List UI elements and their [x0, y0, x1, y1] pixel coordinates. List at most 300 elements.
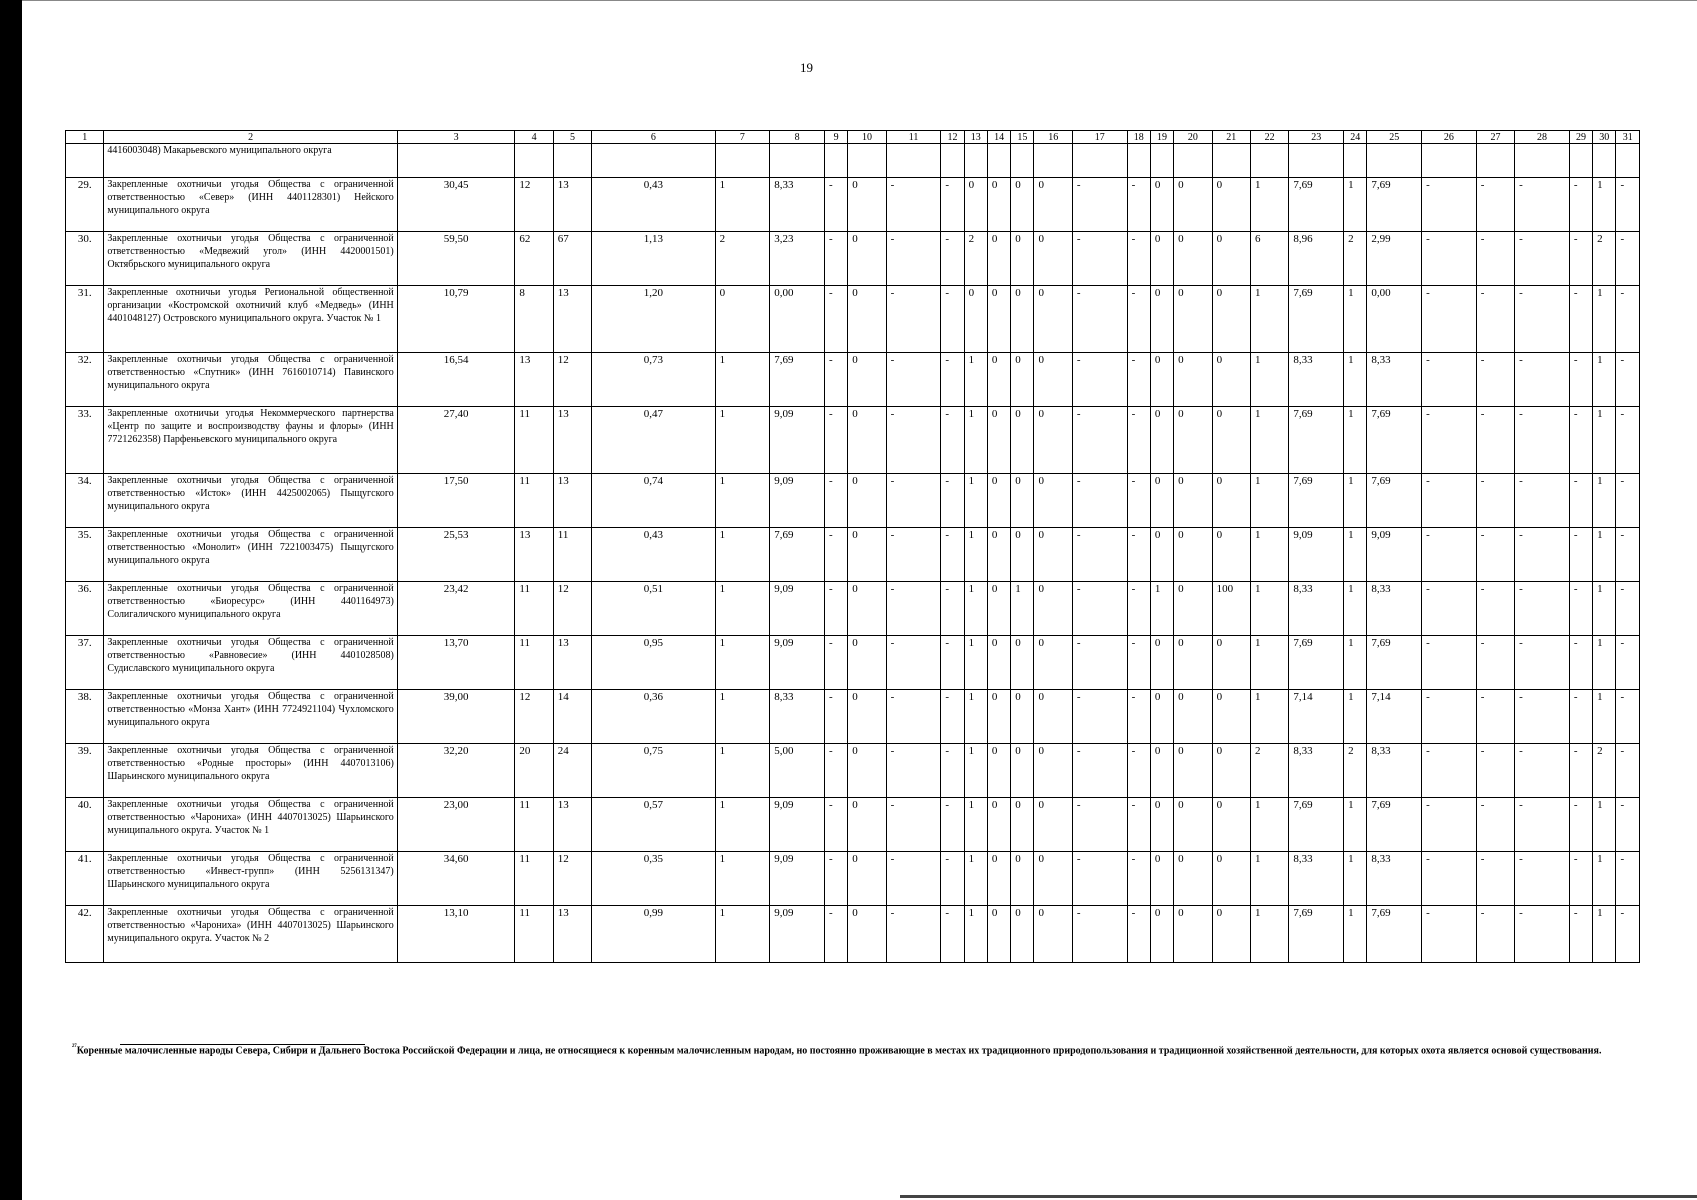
value-cell-col-26: - [1422, 636, 1477, 690]
column-header-4: 4 [515, 131, 553, 144]
value-cell-col-19: 0 [1150, 852, 1173, 906]
value-cell-col-5: 13 [553, 286, 591, 353]
column-header-25: 25 [1367, 131, 1422, 144]
value-cell-col-30: 1 [1593, 178, 1616, 232]
value-cell-col-26: - [1422, 407, 1477, 474]
value-cell-col-21: 0 [1212, 474, 1250, 528]
value-cell-col-3: 17,50 [397, 474, 515, 528]
value-cell-col-16: 0 [1034, 906, 1072, 963]
value-cell-col-23: 8,96 [1289, 232, 1344, 286]
value-cell-col-16: 0 [1034, 474, 1072, 528]
row-number-cell: 29. [66, 178, 104, 232]
value-cell-col-15: 0 [1011, 353, 1034, 407]
table-row [66, 474, 1640, 528]
value-cell-col-13: 1 [964, 852, 987, 906]
value-cell-col-12: - [941, 636, 964, 690]
value-cell-col-6: 0,99 [592, 906, 715, 963]
value-cell-col-11: - [886, 286, 941, 353]
value-cell-col-8: 9,09 [770, 636, 825, 690]
value-cell-col-12: - [941, 286, 964, 353]
value-cell-col-3: 34,60 [397, 852, 515, 906]
value-cell-col-24: 1 [1344, 582, 1367, 636]
column-header-16: 16 [1034, 131, 1072, 144]
value-cell-col-6: 0,74 [592, 474, 715, 528]
value-cell-col-25: 8,33 [1367, 353, 1422, 407]
value-cell-col-26: - [1422, 528, 1477, 582]
value-cell-col-28: - [1515, 474, 1570, 528]
value-cell-col-5: 12 [553, 852, 591, 906]
value-cell-col-27: - [1476, 474, 1514, 528]
owner-name-cell: Закрепленные охотничьи угодья Общества с ограниченной ответственностью «Медвежий угол» (ИНН 4420001501) Октябрьского муниципального округа [104, 232, 397, 286]
owner-name-cell: 4416003048) Макарьевского муниципального округа [104, 144, 397, 178]
value-cell-col-21: 0 [1212, 286, 1250, 353]
empty-cell [770, 144, 825, 178]
value-cell-col-21: 0 [1212, 798, 1250, 852]
value-cell-col-10: 0 [848, 407, 886, 474]
value-cell-col-28: - [1515, 178, 1570, 232]
value-cell-col-20: 0 [1174, 232, 1212, 286]
value-cell-col-10: 0 [848, 690, 886, 744]
value-cell-col-25: 7,69 [1367, 798, 1422, 852]
value-cell-col-3: 59,50 [397, 232, 515, 286]
value-cell-col-4: 11 [515, 852, 553, 906]
empty-cell [1289, 144, 1344, 178]
value-cell-col-31: - [1616, 744, 1640, 798]
empty-cell [1616, 144, 1640, 178]
owner-name-cell: Закрепленные охотничьи угодья Общества с ограниченной ответственностью «Спутник» (ИНН 7616010714) Павинского муниципального округа [104, 353, 397, 407]
value-cell-col-19: 0 [1150, 286, 1173, 353]
value-cell-col-20: 0 [1174, 528, 1212, 582]
value-cell-col-5: 13 [553, 407, 591, 474]
value-cell-col-29: - [1569, 232, 1592, 286]
value-cell-col-27: - [1476, 353, 1514, 407]
value-cell-col-28: - [1515, 906, 1570, 963]
row-number-cell: 39. [66, 744, 104, 798]
column-header-22: 22 [1250, 131, 1288, 144]
value-cell-col-31: - [1616, 798, 1640, 852]
value-cell-col-9: - [824, 636, 847, 690]
value-cell-col-9: - [824, 353, 847, 407]
value-cell-col-11: - [886, 852, 941, 906]
value-cell-col-9: - [824, 407, 847, 474]
column-header-19: 19 [1150, 131, 1173, 144]
value-cell-col-10: 0 [848, 744, 886, 798]
value-cell-col-18: - [1127, 798, 1150, 852]
value-cell-col-12: - [941, 178, 964, 232]
value-cell-col-8: 8,33 [770, 690, 825, 744]
value-cell-col-27: - [1476, 286, 1514, 353]
value-cell-col-7: 1 [715, 636, 770, 690]
value-cell-col-15: 0 [1011, 906, 1034, 963]
column-header-26: 26 [1422, 131, 1477, 144]
column-header-3: 3 [397, 131, 515, 144]
owner-name-cell: Закрепленные охотничьи угодья Общества с ограниченной ответственностью «Биоресурс» (ИНН 4401164973) Солигаличского муниципального округа [104, 582, 397, 636]
value-cell-col-14: 0 [987, 286, 1010, 353]
value-cell-col-13: 1 [964, 636, 987, 690]
value-cell-col-29: - [1569, 286, 1592, 353]
value-cell-col-7: 1 [715, 407, 770, 474]
owner-name-cell: Закрепленные охотничьи угодья Общества с ограниченной ответственностью «Север» (ИНН 4401128301) Нейского муниципального округа [104, 178, 397, 232]
value-cell-col-31: - [1616, 474, 1640, 528]
value-cell-col-5: 13 [553, 636, 591, 690]
owner-name-cell: Закрепленные охотничьи угодья Общества с ограниченной ответственностью «Чарониха» (ИНН 4407013025) Шарьинского муниципального округа. Участок № 1 [104, 798, 397, 852]
value-cell-col-5: 12 [553, 582, 591, 636]
value-cell-col-25: 8,33 [1367, 744, 1422, 798]
value-cell-col-26: - [1422, 178, 1477, 232]
value-cell-col-19: 0 [1150, 744, 1173, 798]
value-cell-col-13: 1 [964, 474, 987, 528]
value-cell-col-18: - [1127, 232, 1150, 286]
value-cell-col-14: 0 [987, 582, 1010, 636]
value-cell-col-13: 1 [964, 906, 987, 963]
empty-cell [1174, 144, 1212, 178]
value-cell-col-14: 0 [987, 407, 1010, 474]
value-cell-col-25: 7,69 [1367, 178, 1422, 232]
value-cell-col-22: 1 [1250, 798, 1288, 852]
value-cell-col-17: - [1072, 690, 1127, 744]
page-number: 19 [800, 60, 813, 75]
value-cell-col-13: 1 [964, 690, 987, 744]
table-row [66, 232, 1640, 286]
column-header-15: 15 [1011, 131, 1034, 144]
value-cell-col-28: - [1515, 636, 1570, 690]
empty-cell [1011, 144, 1034, 178]
value-cell-col-11: - [886, 474, 941, 528]
value-cell-col-28: - [1515, 286, 1570, 353]
value-cell-col-18: - [1127, 407, 1150, 474]
value-cell-col-12: - [941, 852, 964, 906]
value-cell-col-24: 2 [1344, 744, 1367, 798]
value-cell-col-15: 0 [1011, 474, 1034, 528]
value-cell-col-24: 2 [1344, 232, 1367, 286]
empty-cell [848, 144, 886, 178]
value-cell-col-17: - [1072, 528, 1127, 582]
value-cell-col-30: 2 [1593, 232, 1616, 286]
value-cell-col-13: 1 [964, 744, 987, 798]
value-cell-col-18: - [1127, 474, 1150, 528]
value-cell-col-12: - [941, 744, 964, 798]
row-number-cell: 34. [66, 474, 104, 528]
value-cell-col-28: - [1515, 798, 1570, 852]
empty-cell [1034, 144, 1072, 178]
value-cell-col-9: - [824, 798, 847, 852]
value-cell-col-25: 7,69 [1367, 407, 1422, 474]
value-cell-col-6: 1,13 [592, 232, 715, 286]
value-cell-col-15: 0 [1011, 798, 1034, 852]
value-cell-col-16: 0 [1034, 582, 1072, 636]
value-cell-col-4: 11 [515, 636, 553, 690]
value-cell-col-18: - [1127, 852, 1150, 906]
value-cell-col-30: 1 [1593, 474, 1616, 528]
value-cell-col-18: - [1127, 744, 1150, 798]
value-cell-col-14: 0 [987, 744, 1010, 798]
value-cell-col-11: - [886, 232, 941, 286]
value-cell-col-19: 0 [1150, 906, 1173, 963]
value-cell-col-5: 24 [553, 744, 591, 798]
value-cell-col-28: - [1515, 744, 1570, 798]
value-cell-col-24: 1 [1344, 528, 1367, 582]
value-cell-col-29: - [1569, 744, 1592, 798]
value-cell-col-7: 1 [715, 178, 770, 232]
value-cell-col-21: 0 [1212, 232, 1250, 286]
value-cell-col-27: - [1476, 528, 1514, 582]
value-cell-col-4: 11 [515, 582, 553, 636]
value-cell-col-22: 1 [1250, 906, 1288, 963]
table-row [66, 744, 1640, 798]
value-cell-col-4: 11 [515, 798, 553, 852]
value-cell-col-27: - [1476, 178, 1514, 232]
value-cell-col-25: 7,69 [1367, 906, 1422, 963]
value-cell-col-9: - [824, 906, 847, 963]
value-cell-col-20: 0 [1174, 690, 1212, 744]
value-cell-col-30: 1 [1593, 286, 1616, 353]
empty-cell [964, 144, 987, 178]
value-cell-col-7: 1 [715, 690, 770, 744]
value-cell-col-17: - [1072, 232, 1127, 286]
value-cell-col-22: 1 [1250, 690, 1288, 744]
value-cell-col-18: - [1127, 528, 1150, 582]
value-cell-col-4: 11 [515, 474, 553, 528]
table-row [66, 178, 1640, 232]
value-cell-col-28: - [1515, 407, 1570, 474]
owner-name-cell: Закрепленные охотничьи угодья Общества с ограниченной ответственностью «Инвест-групп» (ИНН 5256131347) Шарьинского муниципального округа [104, 852, 397, 906]
value-cell-col-9: - [824, 852, 847, 906]
value-cell-col-25: 0,00 [1367, 286, 1422, 353]
value-cell-col-26: - [1422, 582, 1477, 636]
empty-cell [1150, 144, 1173, 178]
value-cell-col-17: - [1072, 178, 1127, 232]
value-cell-col-26: - [1422, 798, 1477, 852]
empty-cell [1212, 144, 1250, 178]
row-number-cell: 42. [66, 906, 104, 963]
value-cell-col-7: 1 [715, 353, 770, 407]
value-cell-col-5: 14 [553, 690, 591, 744]
value-cell-col-12: - [941, 232, 964, 286]
value-cell-col-21: 100 [1212, 582, 1250, 636]
value-cell-col-30: 1 [1593, 528, 1616, 582]
owner-name-cell: Закрепленные охотничьи угодья Общества с ограниченной ответственностью «Монолит» (ИНН 7221003475) Пыщугского муниципального округа [104, 528, 397, 582]
value-cell-col-8: 9,09 [770, 407, 825, 474]
value-cell-col-9: - [824, 178, 847, 232]
value-cell-col-16: 0 [1034, 353, 1072, 407]
value-cell-col-8: 8,33 [770, 178, 825, 232]
column-header-17: 17 [1072, 131, 1127, 144]
value-cell-col-11: - [886, 744, 941, 798]
value-cell-col-8: 9,09 [770, 852, 825, 906]
table-body [66, 144, 1640, 963]
value-cell-col-29: - [1569, 852, 1592, 906]
column-header-23: 23 [1289, 131, 1344, 144]
table-row [66, 582, 1640, 636]
value-cell-col-25: 8,33 [1367, 582, 1422, 636]
value-cell-col-3: 16,54 [397, 353, 515, 407]
value-cell-col-15: 0 [1011, 528, 1034, 582]
value-cell-col-11: - [886, 798, 941, 852]
value-cell-col-10: 0 [848, 798, 886, 852]
empty-cell [1476, 144, 1514, 178]
value-cell-col-16: 0 [1034, 690, 1072, 744]
value-cell-col-12: - [941, 690, 964, 744]
column-header-8: 8 [770, 131, 825, 144]
value-cell-col-4: 12 [515, 690, 553, 744]
value-cell-col-22: 1 [1250, 407, 1288, 474]
value-cell-col-21: 0 [1212, 690, 1250, 744]
value-cell-col-6: 0,75 [592, 744, 715, 798]
owner-name-cell: Закрепленные охотничьи угодья Общества с ограниченной ответственностью «Равновесие» (ИНН 4401028508) Судиславского муниципального округа [104, 636, 397, 690]
value-cell-col-8: 3,23 [770, 232, 825, 286]
value-cell-col-4: 11 [515, 906, 553, 963]
value-cell-col-20: 0 [1174, 353, 1212, 407]
value-cell-col-28: - [1515, 353, 1570, 407]
value-cell-col-16: 0 [1034, 528, 1072, 582]
value-cell-col-26: - [1422, 690, 1477, 744]
value-cell-col-9: - [824, 690, 847, 744]
value-cell-col-23: 7,69 [1289, 636, 1344, 690]
value-cell-col-30: 1 [1593, 852, 1616, 906]
value-cell-col-12: - [941, 582, 964, 636]
table-row [66, 353, 1640, 407]
table-row [66, 407, 1640, 474]
value-cell-col-26: - [1422, 906, 1477, 963]
value-cell-col-20: 0 [1174, 744, 1212, 798]
value-cell-col-25: 7,69 [1367, 474, 1422, 528]
value-cell-col-10: 0 [848, 906, 886, 963]
row-number-cell: 31. [66, 286, 104, 353]
value-cell-col-9: - [824, 528, 847, 582]
value-cell-col-14: 0 [987, 353, 1010, 407]
value-cell-col-15: 0 [1011, 286, 1034, 353]
value-cell-col-3: 25,53 [397, 528, 515, 582]
value-cell-col-10: 0 [848, 528, 886, 582]
value-cell-col-14: 0 [987, 528, 1010, 582]
value-cell-col-22: 1 [1250, 528, 1288, 582]
column-header-30: 30 [1593, 131, 1616, 144]
value-cell-col-3: 32,20 [397, 744, 515, 798]
value-cell-col-15: 0 [1011, 636, 1034, 690]
value-cell-col-6: 0,57 [592, 798, 715, 852]
value-cell-col-23: 7,14 [1289, 690, 1344, 744]
value-cell-col-18: - [1127, 286, 1150, 353]
column-header-2: 2 [104, 131, 397, 144]
value-cell-col-6: 0,47 [592, 407, 715, 474]
value-cell-col-19: 1 [1150, 582, 1173, 636]
value-cell-col-12: - [941, 528, 964, 582]
row-number-cell: 32. [66, 353, 104, 407]
value-cell-col-20: 0 [1174, 906, 1212, 963]
column-header-10: 10 [848, 131, 886, 144]
value-cell-col-8: 9,09 [770, 474, 825, 528]
value-cell-col-19: 0 [1150, 353, 1173, 407]
value-cell-col-23: 7,69 [1289, 906, 1344, 963]
empty-cell [553, 144, 591, 178]
value-cell-col-16: 0 [1034, 286, 1072, 353]
value-cell-col-7: 1 [715, 744, 770, 798]
value-cell-col-8: 9,09 [770, 582, 825, 636]
value-cell-col-8: 0,00 [770, 286, 825, 353]
row-number-cell: 36. [66, 582, 104, 636]
value-cell-col-15: 0 [1011, 690, 1034, 744]
value-cell-col-29: - [1569, 798, 1592, 852]
empty-cell [1072, 144, 1127, 178]
value-cell-col-4: 13 [515, 528, 553, 582]
row-number-cell [66, 144, 104, 178]
value-cell-col-7: 2 [715, 232, 770, 286]
value-cell-col-17: - [1072, 474, 1127, 528]
value-cell-col-5: 12 [553, 353, 591, 407]
value-cell-col-16: 0 [1034, 407, 1072, 474]
row-number-cell: 41. [66, 852, 104, 906]
value-cell-col-22: 1 [1250, 286, 1288, 353]
value-cell-col-24: 1 [1344, 353, 1367, 407]
empty-cell [824, 144, 847, 178]
column-header-13: 13 [964, 131, 987, 144]
empty-cell [715, 144, 770, 178]
value-cell-col-27: - [1476, 582, 1514, 636]
value-cell-col-27: - [1476, 744, 1514, 798]
value-cell-col-4: 12 [515, 178, 553, 232]
value-cell-col-7: 1 [715, 582, 770, 636]
value-cell-col-27: - [1476, 407, 1514, 474]
value-cell-col-29: - [1569, 636, 1592, 690]
value-cell-col-5: 13 [553, 906, 591, 963]
value-cell-col-10: 0 [848, 582, 886, 636]
value-cell-col-7: 0 [715, 286, 770, 353]
value-cell-col-26: - [1422, 353, 1477, 407]
value-cell-col-23: 7,69 [1289, 798, 1344, 852]
value-cell-col-16: 0 [1034, 636, 1072, 690]
value-cell-col-20: 0 [1174, 407, 1212, 474]
column-header-18: 18 [1127, 131, 1150, 144]
column-header-14: 14 [987, 131, 1010, 144]
value-cell-col-28: - [1515, 852, 1570, 906]
value-cell-col-20: 0 [1174, 474, 1212, 528]
value-cell-col-21: 0 [1212, 407, 1250, 474]
value-cell-col-23: 8,33 [1289, 582, 1344, 636]
value-cell-col-24: 1 [1344, 178, 1367, 232]
value-cell-col-20: 0 [1174, 798, 1212, 852]
column-header-28: 28 [1515, 131, 1570, 144]
value-cell-col-15: 0 [1011, 407, 1034, 474]
value-cell-col-14: 0 [987, 178, 1010, 232]
column-header-24: 24 [1344, 131, 1367, 144]
column-header-27: 27 [1476, 131, 1514, 144]
value-cell-col-28: - [1515, 690, 1570, 744]
row-number-cell: 38. [66, 690, 104, 744]
empty-cell [987, 144, 1010, 178]
value-cell-col-7: 1 [715, 906, 770, 963]
value-cell-col-9: - [824, 286, 847, 353]
value-cell-col-14: 0 [987, 474, 1010, 528]
value-cell-col-12: - [941, 906, 964, 963]
value-cell-col-12: - [941, 353, 964, 407]
column-header-12: 12 [941, 131, 964, 144]
value-cell-col-28: - [1515, 528, 1570, 582]
value-cell-col-11: - [886, 528, 941, 582]
value-cell-col-14: 0 [987, 798, 1010, 852]
value-cell-col-22: 1 [1250, 636, 1288, 690]
column-header-7: 7 [715, 131, 770, 144]
value-cell-col-12: - [941, 474, 964, 528]
value-cell-col-30: 1 [1593, 798, 1616, 852]
value-cell-col-13: 1 [964, 407, 987, 474]
value-cell-col-19: 0 [1150, 528, 1173, 582]
value-cell-col-28: - [1515, 582, 1570, 636]
value-cell-col-17: - [1072, 407, 1127, 474]
value-cell-col-19: 0 [1150, 798, 1173, 852]
scan-edge-top [22, 0, 1697, 1]
value-cell-col-23: 7,69 [1289, 286, 1344, 353]
value-cell-col-12: - [941, 798, 964, 852]
